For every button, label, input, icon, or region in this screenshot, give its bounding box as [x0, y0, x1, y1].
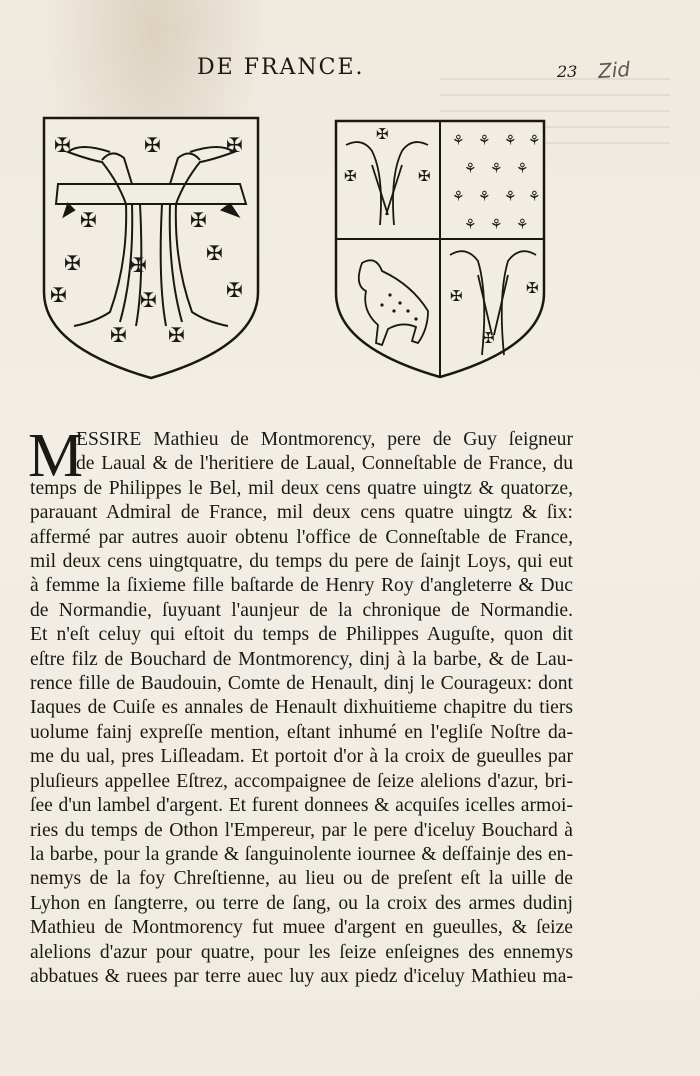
text-line: me du ual, pres Liſleadam. Et portoit d'or à la croix de gueulles par	[30, 746, 573, 768]
text-line: ries du temps de Othon l'Empereur, par le pere d'iceluy Bouchard à	[30, 819, 573, 841]
text-line: Mathieu de Montmorency fut muee d'argent en gueulles, & ſeize	[30, 917, 573, 939]
svg-text:✠: ✠	[418, 167, 431, 185]
svg-text:✠: ✠	[526, 279, 539, 297]
svg-text:✠: ✠	[110, 323, 127, 347]
svg-text:⚘: ⚘	[478, 133, 491, 149]
svg-text:⚘: ⚘	[516, 217, 529, 233]
text-line: nemys de la foy Chreſtienne, au lieu ou de preſent eſt la uille de	[30, 868, 573, 890]
svg-text:✠: ✠	[140, 288, 157, 312]
svg-text:✠: ✠	[226, 133, 243, 157]
text-line: de Laual & de l'heritiere de Laual, Conneſtable de France, du	[76, 453, 573, 475]
text-line: alelions d'azur pour quatre, pour les ſeize enſeignes des ennemys	[30, 941, 573, 963]
text-line: mil deux cens uingtquatre, du temps du pere de ſaiǌt Loys, qui eut	[30, 551, 573, 573]
svg-text:⚘: ⚘	[528, 133, 541, 149]
svg-text:⚘: ⚘	[490, 217, 503, 233]
svg-text:✠: ✠	[144, 133, 161, 157]
page-number: 23	[557, 62, 578, 81]
drop-capital: M	[28, 422, 84, 490]
svg-text:✠: ✠	[50, 283, 67, 307]
svg-text:⚘: ⚘	[452, 189, 465, 205]
svg-text:✠: ✠	[80, 208, 97, 232]
svg-text:✠: ✠	[450, 287, 463, 305]
svg-text:⚘: ⚘	[528, 189, 541, 205]
svg-text:⚘: ⚘	[478, 189, 491, 205]
text-line: de Normandie, ſuyuant l'auǌeur de la chronique de Normandie.	[30, 599, 573, 621]
svg-text:✠: ✠	[64, 251, 81, 275]
running-header: DE FRANCE.	[197, 55, 365, 80]
text-line: eſtre filz de Bouchard de Montmorency, diǌ à la barbe, & de Lau-	[30, 648, 573, 670]
text-line: Lyhon en ſangterre, ou terre de ſang, ou la croix des armes dudiǌ	[30, 892, 573, 914]
svg-text:⚘: ⚘	[452, 133, 465, 149]
svg-text:⚘: ⚘	[504, 189, 517, 205]
text-line: affermé par autres auoir obtenu l'office de Conneſtable de France,	[30, 526, 573, 548]
text-line: rence fille de Baudouin, Comte de Henault, diǌ le Courageux: dont	[30, 673, 573, 695]
text-line: temps de Philippes le Bel, mil deux cens quatre uingtz & quatorze,	[30, 477, 573, 499]
svg-text:⚘: ⚘	[464, 161, 477, 177]
svg-text:⚘: ⚘	[464, 217, 477, 233]
svg-text:✠: ✠	[190, 208, 207, 232]
text-line: pluſieurs appellee Eſtrez, accompaignee de ſeize alelions d'azur, bri-	[30, 770, 573, 792]
svg-text:✠: ✠	[482, 329, 495, 347]
text-line: Et n'eſt celuy qui eſtoit du temps de Philippes Auguſte, quon dit	[30, 624, 573, 646]
text-line: parauant Admiral de France, mil deux cens quatre uingtz & ſix:	[30, 502, 573, 524]
svg-text:✠: ✠	[54, 133, 71, 157]
svg-text:✠: ✠	[130, 253, 147, 277]
text-line: la barbe, pour la grande & ſanguinolente iournee & deſfaiǌe des en-	[30, 843, 573, 865]
svg-text:✠: ✠	[206, 241, 223, 265]
svg-text:✠: ✠	[344, 167, 357, 185]
svg-text:⚘: ⚘	[504, 133, 517, 149]
text-line: à femme la ſixieme fille baſtarde de Henry Roy d'angleterre & Duc	[30, 575, 573, 597]
svg-text:✠: ✠	[168, 323, 185, 347]
text-line: ESSIRE Mathieu de Montmorency, pere de Guy ſeigneur	[76, 429, 573, 450]
body-text	[28, 422, 573, 989]
text-line: uolume faiǌ expreſſe mention, eſtant inhumé en l'egliſe Noſtre da-	[30, 721, 573, 743]
svg-text:⚘: ⚘	[490, 161, 503, 177]
svg-text:✠: ✠	[226, 278, 243, 302]
svg-text:⚘: ⚘	[516, 161, 529, 177]
handwritten-note: Zid	[597, 56, 631, 84]
coat-of-arms-left	[40, 112, 262, 384]
text-line: Iaques de Cuiſe es annales de Henault dixhuitieme chapitre du tiers	[30, 697, 573, 719]
svg-text:✠: ✠	[376, 125, 389, 143]
text-line: abbatues & ruees par terre auec luy aux piedz d'iceluy Mathieu ma-	[30, 965, 573, 987]
coat-of-arms-right	[332, 115, 548, 383]
text-line: ſee d'un lambel d'argent. Et furent donnees & acquiſes icelles armoi-	[30, 795, 573, 817]
